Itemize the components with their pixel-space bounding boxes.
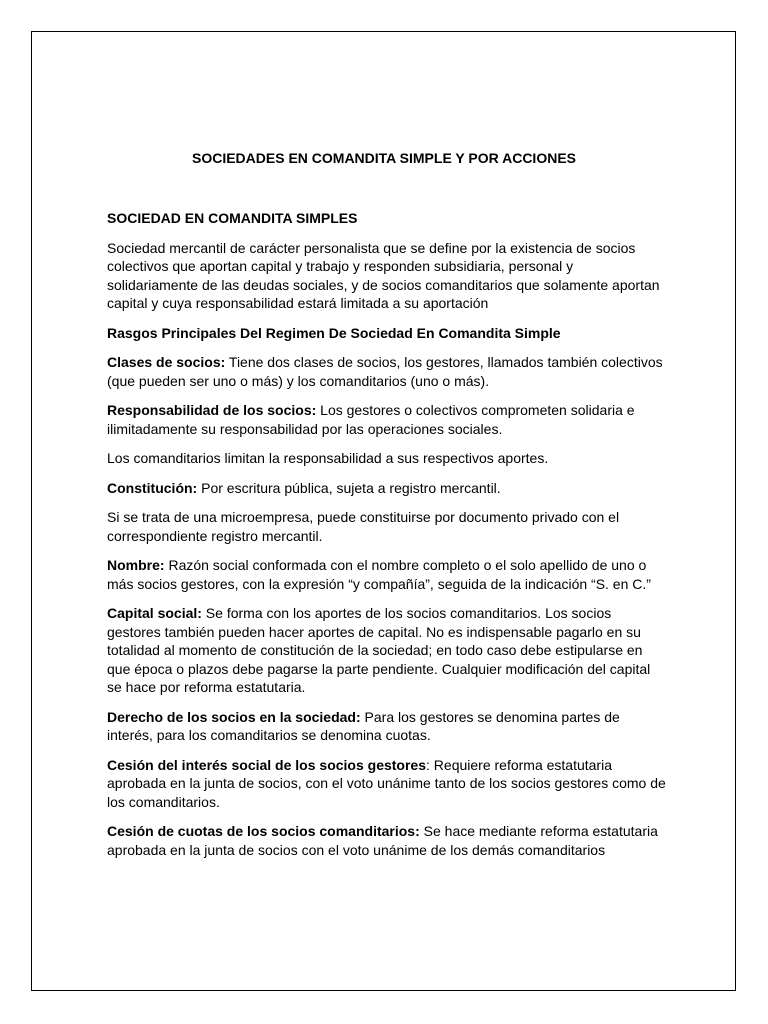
- capital-text: Se forma con los aportes de los socios comanditarios. Los socios gestores también pueden hacer aportes de capital. No es indispensable pagarlo en su totalidad al momento de constitución de la sociedad; en todo caso debe estipularse en que época o plazos debe pagarse la parte pendiente. Cualquier modificación del capital se hace por reforma estatutaria.: [107, 605, 651, 695]
- document-title: SOCIEDADES EN COMANDITA SIMPLE Y POR ACCIONES: [191, 150, 576, 166]
- responsabilidad-text: Los gestores o colectivos comprometen solidaria e ilimitadamente su responsabilidad por las operaciones sociales.: [107, 402, 635, 437]
- cesion-interes-paragraph: [107, 756, 667, 812]
- nombre-text: Razón social conformada con el nombre completo o el solo apellido de uno o más socios gestores, con la expresión “y compañía”, seguida de la indicación “S. en C.”: [107, 557, 651, 592]
- constitucion-paragraph: [107, 479, 667, 498]
- derecho-label: Derecho de los socios en la sociedad:: [107, 708, 361, 725]
- clases-label: Clases de socios:: [107, 354, 226, 370]
- responsabilidad-paragraph: [107, 401, 667, 438]
- nombre-paragraph: [107, 556, 667, 593]
- document-body: [107, 209, 667, 870]
- comanditarios-paragraph: Los comanditarios limitan la responsabilidad a sus respectivos aportes.: [107, 450, 549, 466]
- derecho-text: Para los gestores se denomina partes de interés, para los comanditarios se denomina cuotas.: [107, 708, 620, 743]
- cesion-cuotas-paragraph: [107, 822, 667, 859]
- clases-text: Tiene dos clases de socios, los gestores, llamados también colectivos (que pueden ser uno o más) y los comanditarios (uno o más).: [107, 354, 663, 389]
- cesion-interes-label: Cesión del interés social de los socios gestores: [107, 756, 427, 773]
- cesion-cuotas-label: Cesión de cuotas de los socios comanditarios:: [107, 823, 420, 839]
- cesion-interes-text: : Requiere reforma estatutaria aprobada en la junta de socios, con el voto unánime tanto de los socios gestores como de los comanditarios.: [107, 756, 666, 810]
- capital-label: Capital social:: [107, 605, 202, 621]
- derecho-paragraph: [107, 708, 667, 745]
- constitucion-text: Por escritura pública, sujeta a registro mercantil.: [197, 479, 501, 496]
- subheading: Rasgos Principales Del Regimen De Sociedad En Comandita Simple: [107, 324, 561, 341]
- capital-paragraph: [107, 604, 667, 697]
- microempresa-paragraph: Si se trata de una microempresa, puede constituirse por documento privado con el correspondiente registro mercantil.: [107, 509, 620, 544]
- nombre-label: Nombre:: [107, 557, 165, 573]
- constitucion-label: Constitución:: [107, 479, 198, 496]
- responsabilidad-label: Responsabilidad de los socios:: [107, 402, 317, 418]
- intro-paragraph: Sociedad mercantil de carácter personalista que se define por la existencia de socios colectivos que aportan capital y trabajo y responden subsidiaria, personal y solidariamente de las deudas sociales, y de socios comanditarios que solamente aportan capital y cuya responsabilidad estará limitada a su aportación: [107, 239, 660, 311]
- clases-paragraph: [107, 353, 667, 390]
- cesion-cuotas-text: Se hace mediante reforma estatutaria aprobada en la junta de socios con el voto unánime de los demás comanditarios: [107, 823, 658, 858]
- section-heading: SOCIEDAD EN COMANDITA SIMPLES: [107, 210, 358, 226]
